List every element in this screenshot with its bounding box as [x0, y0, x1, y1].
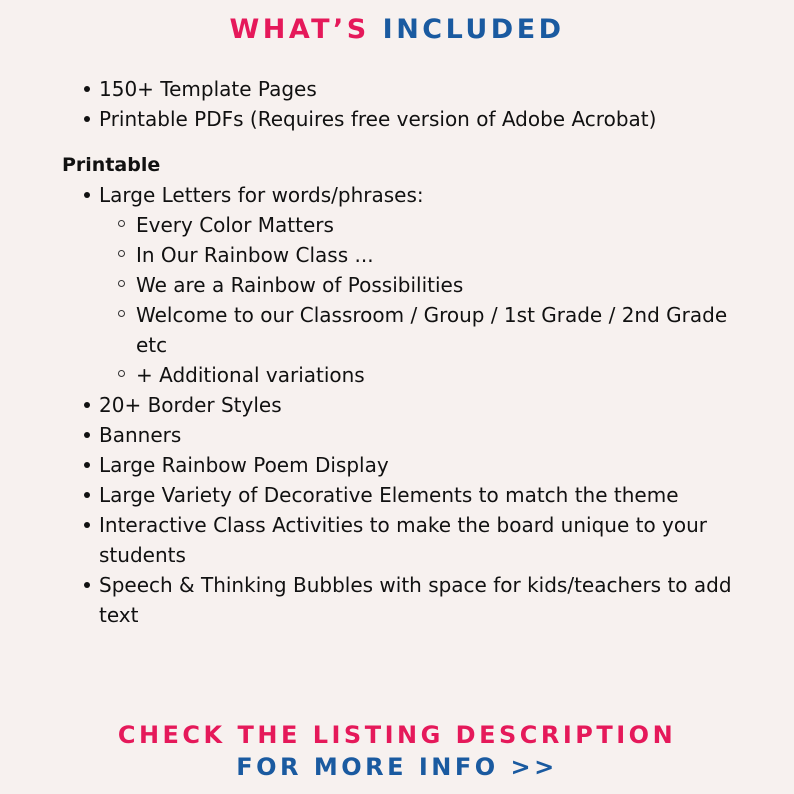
list-item: 20+ Border Styles [62, 390, 762, 420]
phrase-item: + Additional variations [99, 360, 762, 390]
list-item: Interactive Class Activities to make the board unique to your students [62, 510, 762, 570]
list-item-large-letters [62, 180, 762, 390]
list-item: Printable PDFs (Requires free version of Adobe Acrobat) [62, 104, 762, 134]
phrase-list [99, 210, 762, 390]
intro-list [62, 74, 762, 134]
list-item: Banners [62, 420, 762, 450]
list-item: Large Rainbow Poem Display [62, 450, 762, 480]
list-item: Speech & Thinking Bubbles with space for kids/teachers to add text [62, 570, 762, 630]
page-title [0, 12, 794, 48]
phrase-item: We are a Rainbow of Possibilities [99, 270, 762, 300]
footer-line-more-info: FOR MORE INFO >> [236, 753, 558, 781]
phrase-item: Welcome to our Classroom / Group / 1st Grade / 2nd Grade etc [99, 300, 762, 360]
list-item: 150+ Template Pages [62, 74, 762, 104]
included-list-section [62, 74, 762, 630]
phrase-item: Every Color Matters [99, 210, 762, 240]
printable-heading: Printable [62, 154, 161, 176]
title-part-included: INCLUDED [382, 14, 565, 45]
footer-cta [0, 719, 794, 783]
phrase-item: In Our Rainbow Class ... [99, 240, 762, 270]
title-part-whats: WHAT’S [229, 14, 370, 45]
printable-list [62, 180, 762, 630]
list-item-label: Large Letters for words/phrases: [99, 183, 424, 207]
footer-line-check-listing: CHECK THE LISTING DESCRIPTION [117, 721, 677, 749]
list-item: Large Variety of Decorative Elements to match the theme [62, 480, 762, 510]
